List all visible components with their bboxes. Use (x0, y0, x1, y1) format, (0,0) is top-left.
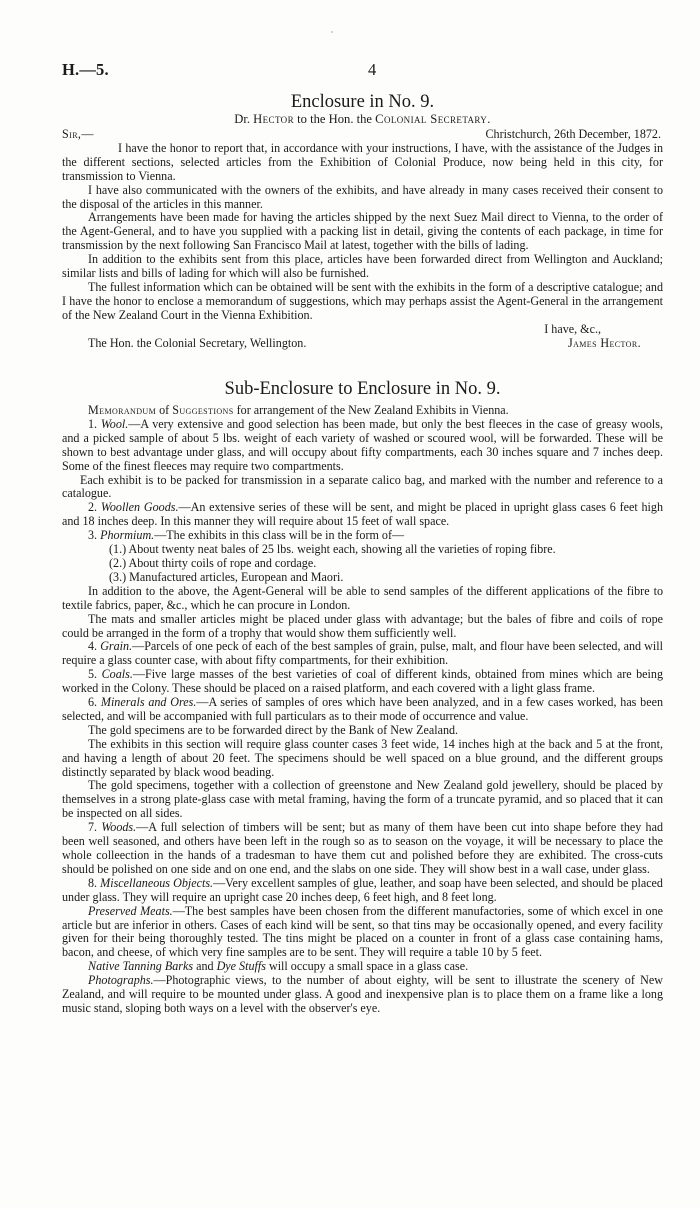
letter-paragraph: I have also communicated with the owners of the exhibits, and have already in many cases received their consent to the disposal of the articles in this manner. (62, 182, 663, 211)
to-name: Colonial Secretary. (375, 112, 491, 126)
salutation: Sir,— (62, 127, 94, 141)
item-woollen-goods: 2. Woollen Goods.—An extensive series of these will be sent, and might be placed in upright glass cases 6 feet high and 18 inches deep. In this manner they will require about 15 feet of wall space. (62, 500, 664, 529)
letter-paragraph: I have the honor to report that, in accordance with your instructions, I have, with the assistance of the Judges in the different sections, selected articles from the Exhibition of Colonial Produce, now being held in this city, for transmission to Vienna. (62, 140, 663, 183)
paper-reference: H.—5. (62, 60, 109, 79)
phormium-subitem: (1.) About twenty neat bales of 25 lbs. weight each, showing all the varieties of roping fibre. (109, 542, 556, 557)
addressee: The Hon. the Colonial Secretary, Wellington. (88, 335, 307, 350)
item-phormium: 3. Phormium.—The exhibits in this class will be in the form of— (88, 528, 405, 543)
scan-speck (331, 31, 333, 33)
item-coals: 5. Coals.—Five large masses of the best varieties of coal of different kinds, obtained from mines which are being worked in the Colony. These should be placed on a raised platform, and each covered with a light glass frame. (62, 667, 663, 696)
item-wool-continued: Each exhibit is to be packed for transmission in a separate calico bag, and marked with the number and reference to a catalogue. (62, 472, 663, 501)
page-number: 4 (368, 60, 377, 79)
item-minerals-continued: The gold specimens, together with a collection of greenstone and New Zealand gold jewellery, should be placed by themselves in a strong plate-glass case with metal framing, having the form of a truncate pyramid, and so placed that it can be inspected on all sides. (62, 778, 663, 821)
sub-enclosure-title: Sub-Enclosure to Enclosure in No. 9. (224, 379, 501, 399)
item-wool: 1. Wool.—A very extensive and good selection has been made, but only the best fleeces in the case of greasy wools, and a picked sample of about 5 lbs. weight of each variety of washed or scoured wool, will be forwarded. These will be shown to best advantage under glass, and will occupy about fifty compartments, each 30 inches square and 7 inches deep. Some of the finest fleeces may require two compartments. (62, 416, 663, 473)
letter-paragraph: In addition to the exhibits sent from this place, articles have been forwarded direct from Wellington and Auckland; similar lists and bills of lading for which will also be furnished. (62, 252, 663, 281)
enclosure-from-to (62, 112, 663, 127)
phormium-subitem: (3.) Manufactured articles, European and Maori. (109, 569, 344, 584)
from-prefix: Dr. (234, 112, 250, 126)
item-phormium-continued: The mats and smaller articles might be placed under glass with advantage; but the bales of fibre and coils of rope could be arranged in the form of a trophy that would show them sufficiently well. (62, 611, 663, 640)
item-grain: 4. Grain.—Parcels of one peck of each of the best samples of grain, pulse, malt, and flour have been selected, and will require a glass counter case, with about fifty compartments, for their exhibition. (62, 639, 663, 668)
item-minerals-continued: The exhibits in this section will require glass counter cases 3 feet wide, 14 inches high at the back and 5 at the front, and having a length of about 20 feet. The specimens should be well spaced on a blue ground, and the different groups distinctly separated by black wood beading. (62, 736, 663, 779)
enclosure-section (62, 92, 663, 351)
letter-paragraph: The fullest information which can be obtained will be sent with the exhibits in the form of a descriptive catalogue; and I have the honor to enclose a memorandum of suggestions, which may perhaps assist the Agent-General in the arrangement of the New Zealand Court in the Vienna Exhibition. (62, 279, 663, 322)
signature: James Hector. (568, 335, 641, 350)
item-minerals-continued: The gold specimens are to be forwarded direct by the Bank of New Zealand. (88, 722, 459, 737)
addressee-signature-row (62, 337, 663, 351)
closing: I have, &c., (544, 321, 601, 336)
item-woods: 7. Woods.—A full selection of timbers will be sent; but as many of them have been cut into shape before they had been well seasoned, and others have been left in the rough so as to season on the voyage, it will be necessary to place the whole colleection in the hands of a tradesman to have them cut and polished before they are exhibited. The cross-cuts should be polished on one side and on one end, and the slabs on one side. They will show best in a wall case, under glass. (62, 820, 663, 876)
item-miscellaneous: 8. Miscellaneous Objects.—Very excellent samples of glue, leather, and soap have been selected, and should be placed under glass. They will require an upright case 20 inches deep, 6 feet high, and 8 feet long. (62, 875, 663, 904)
salutation-row (62, 128, 663, 142)
memo-heading: Memorandum of Suggestions for arrangement of the New Zealand Exhibits in Vienna. (88, 403, 509, 417)
place-date: Christchurch, 26th December, 1872. (485, 127, 661, 141)
item-minerals: 6. Minerals and Ores.—A series of samples of ores which have been analyzed, and in a few cases worked, has been selected, and will be accompanied with full particulars as to their mode of occurrence and value. (62, 695, 664, 723)
from-name: Hector (253, 112, 294, 126)
item-photographs: Photographs.—Photographic views, to the number of about eighty, will be sent to illustrate the scenery of New Zealand, and will require to be mounted under glass. A good and inexpensive plan is to place them on a frame like a long music stand, sloping both ways on a level with the observer's eye. (62, 973, 663, 1015)
page-header (62, 60, 660, 80)
enclosure-title: Enclosure in No. 9. (290, 92, 435, 112)
phormium-subitem: (2.) About thirty coils of rope and cordage. (109, 555, 317, 570)
letter-paragraph: Arrangements have been made for having the articles shipped by the next Suez Mail direct to Vienna, to the order of the Agent-General, and to have you supplied with a packing list in detail, giving the contents of each package, in time for transmission by the next following San Francisco Mail at latest, together with the bills of lading. (62, 210, 663, 253)
item-barks-dyes: Native Tanning Barks and Dye Stuffs will occupy a small space in a glass case. (88, 959, 469, 974)
item-preserved-meats: Preserved Meats.—The best samples have been chosen from the different manufactories, some of which excel in one article but are inferior in others. Cases of each kind will be sent, so that tins may be occasionally opened, and every facility given for their being thoroughly tested. The tins might be placed on a counter in front of a glass case containing hams, bacon, and cheese, of which very fine samples are to be sent. They will require a table 10 by 5 feet. (62, 903, 663, 960)
sub-enclosure-section (62, 379, 663, 1016)
item-phormium-continued: In addition to the above, the Agent-General will be able to send samples of the different applications of the fibre to textile fabrics, paper, &c., which he can procure in London. (62, 583, 663, 612)
from-to-joiner: to the Hon. the (297, 112, 373, 126)
